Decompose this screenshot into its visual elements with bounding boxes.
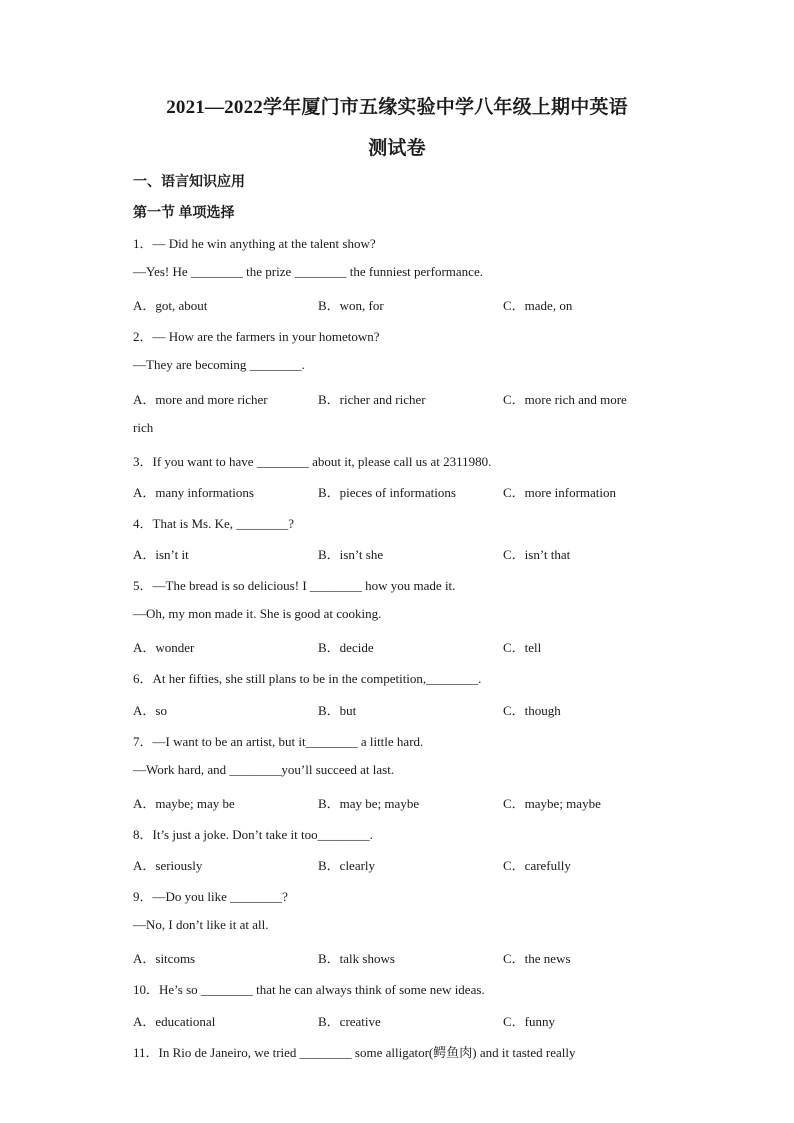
question-stem: 6．At her fifties, she still plans to be in the competition,________. — [133, 671, 482, 687]
option-a: A．many informations — [133, 484, 254, 500]
section-heading: 一、语言知识应用 — [133, 175, 245, 190]
subsection-heading: 第一节 单项选择 — [133, 206, 235, 221]
question-stem: 5．—The bread is so delicious! I ________ how you made it. — [133, 578, 456, 594]
option-b: B．isn’t she — [318, 547, 384, 562]
option-b: B．decide — [318, 640, 374, 656]
question-stem: 10．He’s so ________ that he can always think of some new ideas. — [133, 982, 485, 998]
option-b: B．won, for — [318, 298, 384, 314]
question-stem: 8．It’s just a joke. Don’t take it too________. — [133, 826, 373, 842]
option-c: C．more information — [503, 484, 617, 500]
question-reply: —Work hard, and ________you’ll succeed at last. — [133, 761, 395, 777]
question-reply: —Yes! He ________ the prize ________ the funniest performance. — [133, 264, 483, 280]
option-b: B．richer and richer — [318, 391, 426, 407]
option-c: C．the news — [503, 951, 571, 967]
question-reply: —No, I don’t like it at all. — [133, 917, 269, 933]
option-c: C．more rich and more — [503, 391, 627, 407]
option-c: C．though — [503, 702, 561, 718]
question-reply: —They are becoming ________. — [133, 357, 305, 373]
option-b: B．talk shows — [318, 951, 395, 967]
option-a: A．educational — [133, 1013, 216, 1029]
option-a: A．wonder — [133, 640, 195, 656]
option-c: C．isn’t that — [503, 547, 571, 562]
question-stem: 1．— Did he win anything at the talent show? — [133, 236, 376, 251]
option-c: C．funny — [503, 1013, 556, 1029]
option-c: C．made, on — [503, 298, 573, 314]
option-b: B．creative — [318, 1013, 381, 1029]
option-a: A．got, about — [133, 298, 208, 314]
question-stem: 9．—Do you like ________? — [133, 889, 288, 905]
option-a: A．so — [133, 702, 167, 718]
option-b: B．pieces of informations — [318, 484, 456, 500]
option-b: B．but — [318, 702, 357, 718]
question-stem: 7．—I want to be an artist, but it________ a little hard. — [133, 733, 424, 749]
option-a: A．more and more richer — [133, 391, 268, 407]
option-c: C．carefully — [503, 858, 571, 873]
page-title-line-2: 测试卷 — [368, 138, 426, 159]
question-reply: —Oh, my mon made it. She is good at cooking. — [133, 606, 382, 622]
option-c: C．tell — [503, 640, 542, 656]
option-c: C．maybe; maybe — [503, 795, 601, 811]
question-stem: 11．In Rio de Janeiro, we tried ________ some alligator(鳄鱼肉) and it tasted really — [133, 1044, 576, 1060]
question-stem: 3．If you want to have ________ about it, please call us at 2311980. — [133, 453, 492, 469]
option-a: A．maybe; may be — [133, 795, 235, 811]
option-b: B．clearly — [318, 858, 376, 873]
option-wrap-text: rich — [133, 419, 154, 435]
option-a: A．seriously — [133, 858, 203, 873]
page-title-line-1: 2021—2022学年厦门市五缘实验中学八年级上期中英语 — [166, 97, 628, 118]
option-a: A．sitcoms — [133, 951, 196, 967]
option-a: A．isn’t it — [133, 547, 189, 562]
question-stem: 2．— How are the farmers in your hometown? — [133, 329, 380, 345]
question-stem: 4．That is Ms. Ke, ________? — [133, 515, 295, 531]
option-b: B．may be; maybe — [318, 795, 420, 811]
